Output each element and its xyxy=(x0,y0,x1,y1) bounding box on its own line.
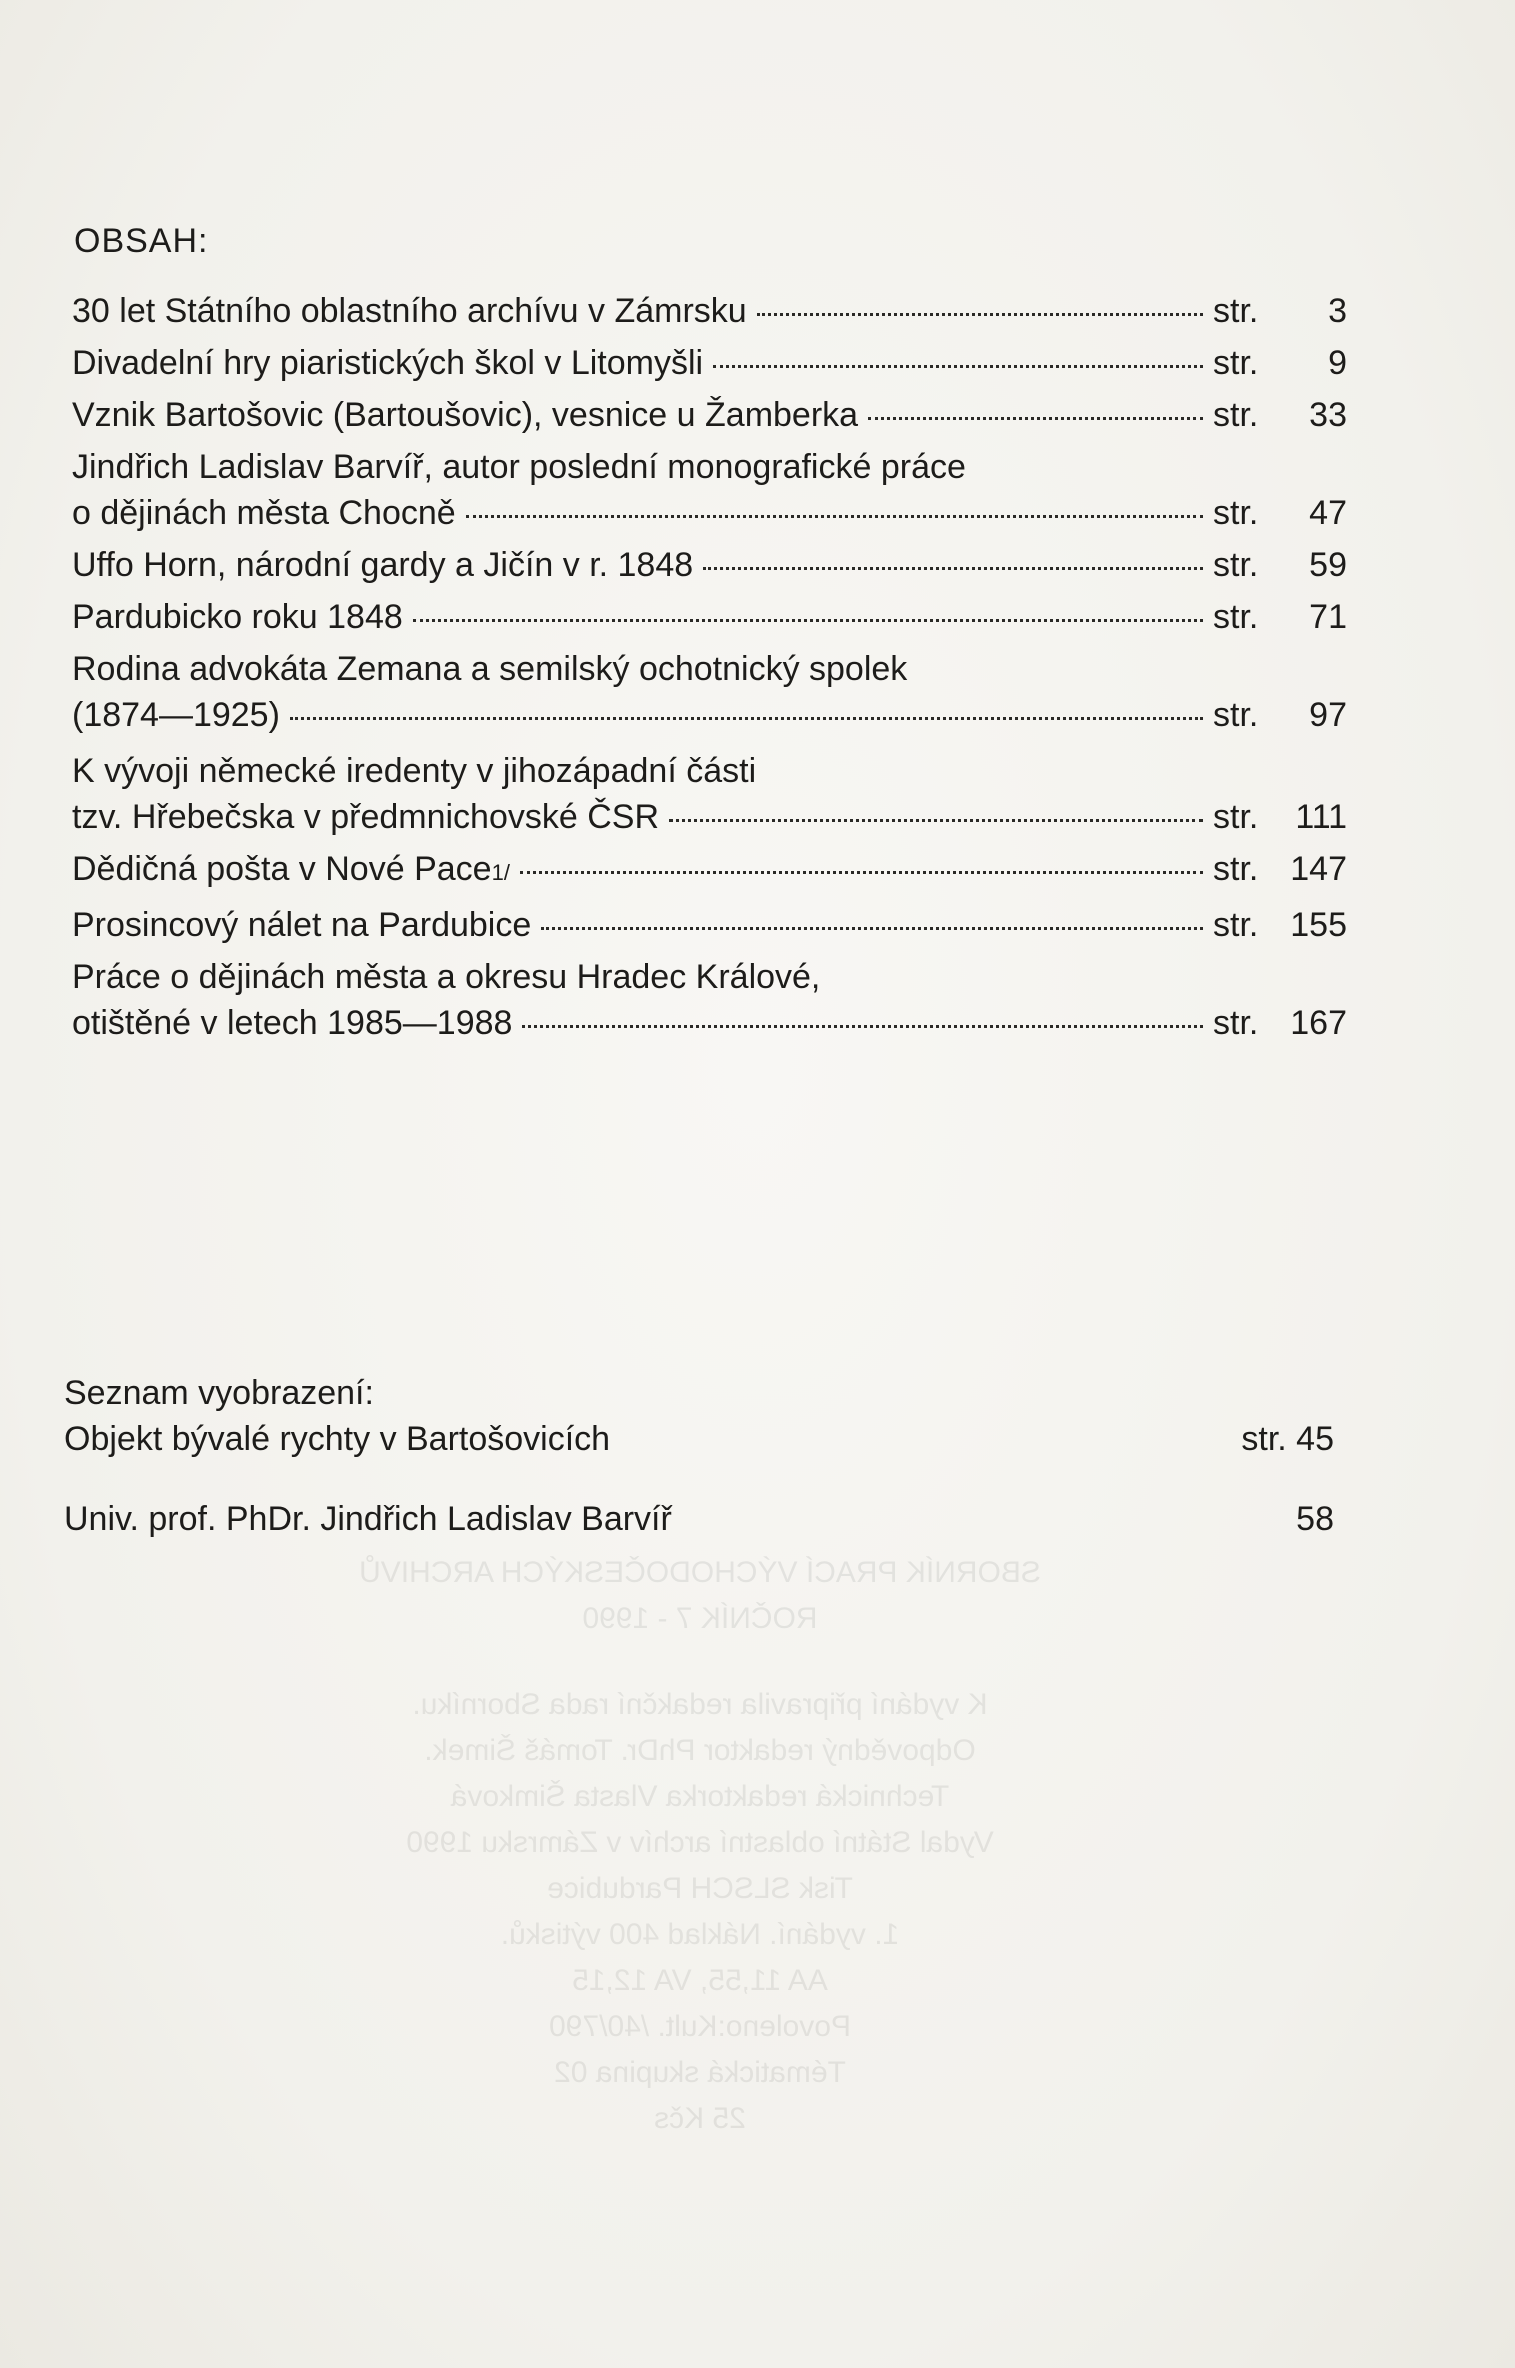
toc-entry xyxy=(72,646,1347,738)
show-through-line: ROČNÍK 7 - 1990 xyxy=(582,1602,818,1635)
toc-entry-title: Vznik Bartošovic (Bartoušovic), vesnice u Žamberka xyxy=(72,396,859,434)
toc-entry-title: o dějinách města Chocně xyxy=(72,494,456,532)
toc-entry xyxy=(72,902,1347,948)
table-of-contents xyxy=(72,288,1347,1046)
page-number: 3 xyxy=(1328,292,1347,330)
illustration-page: 58 xyxy=(1296,1500,1334,1538)
show-through-line: Vydal Státní oblastní archív v Zámrsku 1990 xyxy=(406,1826,994,1859)
page-reference xyxy=(1213,490,1347,536)
page-prefix: str. xyxy=(1213,850,1259,888)
toc-entry-title: Divadelní hry piaristických škol v Litomyšli xyxy=(72,344,704,382)
page-prefix: str. xyxy=(1213,906,1259,944)
toc-entry xyxy=(72,340,1347,386)
toc-entry xyxy=(72,444,1347,536)
page-number: 71 xyxy=(1309,598,1347,636)
toc-entry xyxy=(72,542,1347,588)
page-prefix: str. xyxy=(1213,696,1259,734)
page-reference xyxy=(1213,692,1347,738)
show-through-line: 1. vydání. Náklad 400 výtisků. xyxy=(500,1918,900,1951)
page-prefix: str. xyxy=(1213,494,1259,532)
show-through-line: Tématická skupina 02 xyxy=(554,2056,846,2089)
page-reference xyxy=(1213,594,1347,640)
toc-entry-title: K vývoji německé iredenty v jihozápadní části xyxy=(72,752,757,790)
dot-leader xyxy=(757,313,1203,316)
illustration-row xyxy=(64,1496,1334,1542)
page-number: 47 xyxy=(1309,494,1347,532)
page-number: 9 xyxy=(1328,344,1347,382)
page-number: 155 xyxy=(1290,906,1347,944)
show-through-line: SBORNÍK PRACÍ VÝCHODOČESKÝCH ARCHIVŮ xyxy=(359,1556,1041,1589)
show-through-line: Tisk SLSCH Pardubice xyxy=(547,1872,853,1905)
toc-entry-title: (1874—1925) xyxy=(72,696,280,734)
page-number: 167 xyxy=(1290,1004,1347,1042)
dot-leader xyxy=(703,567,1203,570)
page-reference xyxy=(1213,340,1347,386)
toc-entry xyxy=(72,288,1347,334)
toc-entry-title: tzv. Hřebečska v předmnichovské ČSR xyxy=(72,798,660,836)
page-number: 111 xyxy=(1295,798,1347,836)
page-reference xyxy=(1213,794,1347,840)
dot-leader xyxy=(868,417,1203,420)
page-number: 147 xyxy=(1290,850,1347,888)
show-through-line: K vydání připravila redakční rada Sborníku. xyxy=(412,1688,988,1721)
toc-entry-title: Pardubicko roku 1848 xyxy=(72,598,403,636)
toc-entry-title: Rodina advokáta Zemana a semilský ochotnický spolek xyxy=(72,650,908,688)
show-through-line: Povoleno:Kult. /40/790 xyxy=(549,2010,851,2043)
show-through-line: AA 11,55, VA 12,15 xyxy=(572,1964,828,1997)
dot-leader xyxy=(520,871,1203,874)
illustrations-heading: Seznam vyobrazení: xyxy=(64,1374,374,1412)
toc-entry-title: Dědičná pošta v Nové Pace xyxy=(72,850,492,888)
dot-leader xyxy=(290,717,1203,720)
page-number: 97 xyxy=(1309,696,1347,734)
page-reference xyxy=(1213,392,1347,438)
page-prefix: str. xyxy=(1213,546,1259,584)
page-number: 59 xyxy=(1309,546,1347,584)
page-prefix: str. xyxy=(1213,292,1259,330)
footnote-marker: 1/ xyxy=(491,860,510,885)
page-reference xyxy=(1213,902,1347,948)
page-number: 33 xyxy=(1309,396,1347,434)
toc-entry-title: Jindřich Ladislav Barvíř, autor poslední monografické práce xyxy=(72,448,966,486)
toc-entry-title: 30 let Státního oblastního archívu v Zámrsku xyxy=(72,292,747,330)
page-prefix: str. xyxy=(1213,798,1259,836)
toc-entry xyxy=(72,392,1347,438)
page-reference xyxy=(1213,542,1347,588)
show-through-line: Technická redaktorka Vlasta Šimková xyxy=(450,1780,950,1813)
dot-leader xyxy=(413,619,1203,622)
toc-entry-title: otištěné v letech 1985—1988 xyxy=(72,1004,513,1042)
page-prefix: str. xyxy=(1213,1004,1259,1042)
show-through-colophon xyxy=(200,1550,1200,2142)
page-reference xyxy=(1213,1000,1347,1046)
page-prefix: str. xyxy=(1213,396,1259,434)
toc-entry xyxy=(72,748,1347,840)
page-reference xyxy=(1213,288,1347,334)
show-through-line: Odpovědný redaktor PhDr. Tomáš Šimek. xyxy=(424,1734,976,1767)
toc-entry-title: Práce o dějinách města a okresu Hradec Králové, xyxy=(72,958,821,996)
toc-entry xyxy=(72,594,1347,640)
toc-entry-title: Prosincový nálet na Pardubice xyxy=(72,906,532,944)
dot-leader xyxy=(541,927,1203,930)
dot-leader xyxy=(466,515,1203,518)
show-through-line: 25 Kčs xyxy=(654,2102,746,2135)
list-of-illustrations xyxy=(64,1370,1334,1542)
toc-entry xyxy=(72,954,1347,1046)
dot-leader xyxy=(669,819,1203,822)
toc-entry xyxy=(72,846,1347,896)
dot-leader xyxy=(713,365,1203,368)
illustration-row xyxy=(64,1416,1334,1462)
page-reference xyxy=(1213,846,1347,892)
dot-leader xyxy=(522,1025,1203,1028)
toc-entry-title: Uffo Horn, národní gardy a Jičín v r. 1848 xyxy=(72,546,694,584)
illustration-page: str. 45 xyxy=(1241,1420,1334,1458)
page-prefix: str. xyxy=(1213,344,1259,382)
contents-heading: OBSAH: xyxy=(74,222,209,260)
illustration-label: Objekt bývalé rychty v Bartošovicích xyxy=(64,1420,611,1458)
page-prefix: str. xyxy=(1213,598,1259,636)
illustration-label: Univ. prof. PhDr. Jindřich Ladislav Barvíř xyxy=(64,1500,672,1538)
